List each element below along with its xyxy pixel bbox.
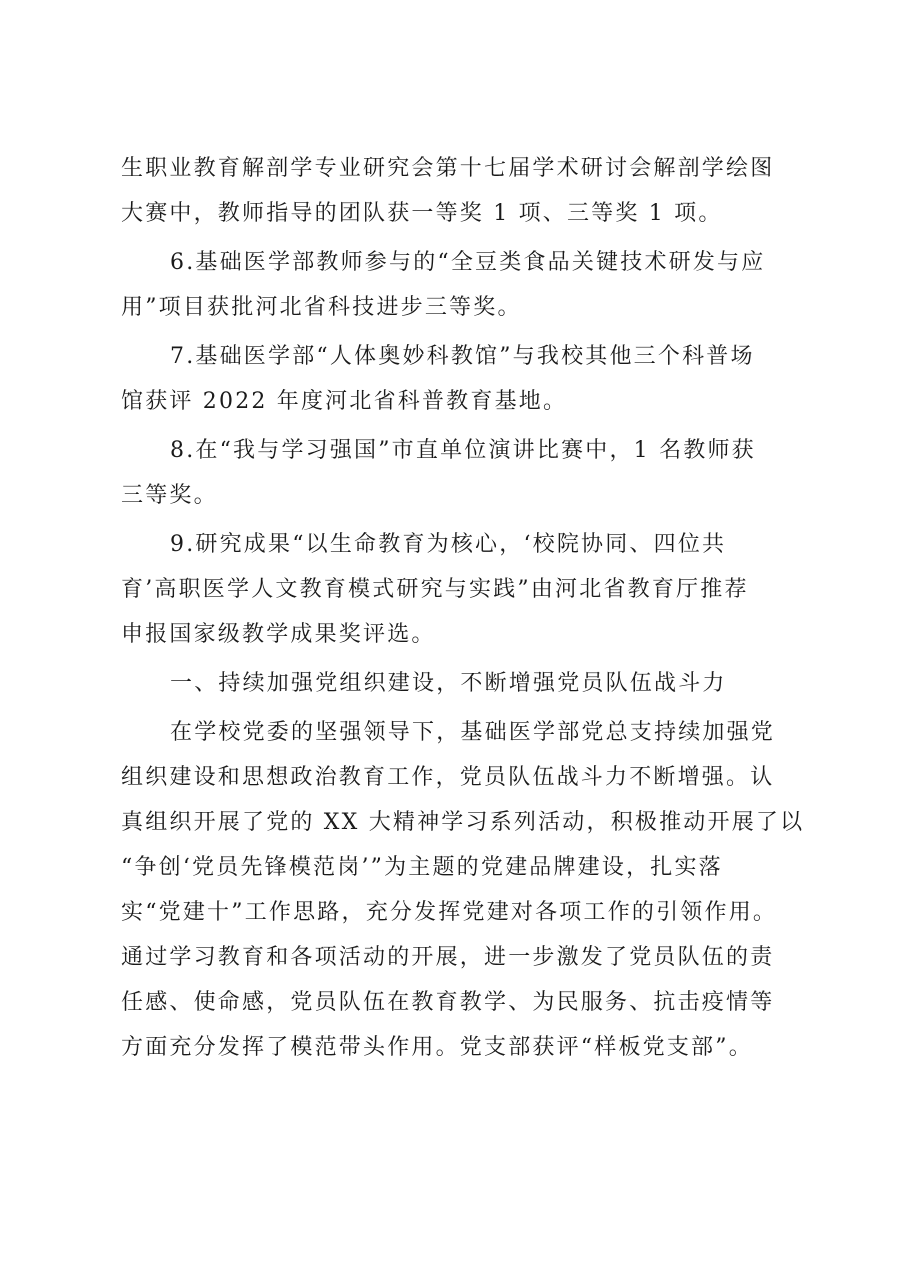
text-line: 馆获评 2022 年度河北省科普教育基地。: [121, 389, 568, 414]
paragraph-party-building: [121, 710, 821, 1070]
text-line: 方面充分发挥了模范带头作用。党支部获评“样板党支部”。: [121, 1035, 753, 1060]
text-line: 9.研究成果“以生命教育为核心，‘校院协同、四位共: [170, 532, 727, 557]
text-line: 6.基础医学部教师参与的“全豆类食品关键技术研发与应: [170, 250, 766, 275]
text-line: 8.在“我与学习强国”市直单位演讲比赛中，1 名教师获: [170, 438, 756, 463]
document-body: [121, 146, 821, 1070]
text-line: 真组织开展了党的 XX 大精神学习系列活动，积极推动开展了以: [121, 810, 805, 835]
paragraph-item-7: [121, 334, 821, 424]
text-line: 用”项目获批河北省科技进步三等奖。: [121, 295, 522, 320]
text-line: 在学校党委的坚强领导下，基础医学部党总支持续加强党: [170, 720, 776, 745]
text-line: 通过学习教育和各项活动的开展，进一步激发了党员队伍的责: [121, 945, 775, 970]
text-line: 育’高职医学人文教育模式研究与实践”由河北省教育厅推荐: [121, 577, 749, 602]
paragraph-continued: [121, 146, 821, 236]
paragraph-item-9: [121, 522, 821, 657]
paragraph-item-8: [121, 428, 821, 518]
section-heading-text: 一、持续加强党组织建设，不断增强党员队伍战斗力: [170, 671, 727, 696]
text-line: “争创‘党员先锋模范岗’”为主题的党建品牌建设，扎实落: [121, 855, 723, 880]
text-line: 实“党建十”工作思路，充分发挥党建对各项工作的引领作用。: [121, 900, 778, 925]
section-heading: [121, 661, 821, 706]
text-line: 7.基础医学部“人体奥妙科教馆”与我校其他三个科普场: [170, 344, 755, 369]
paragraph-item-6: [121, 240, 821, 330]
text-line: 大赛中，教师指导的团队获一等奖 1 项、三等奖 1 项。: [121, 201, 723, 226]
text-line: 三等奖。: [121, 483, 218, 508]
text-line: 生职业教育解剖学专业研究会第十七届学术研讨会解剖学绘图: [121, 156, 775, 181]
text-line: 任感、使命感，党员队伍在教育教学、为民服务、抗击疫情等: [121, 990, 775, 1015]
text-line: 组织建设和思想政治教育工作，党员队伍战斗力不断增强。认: [121, 765, 775, 790]
text-line: 申报国家级教学成果奖评选。: [121, 622, 436, 647]
